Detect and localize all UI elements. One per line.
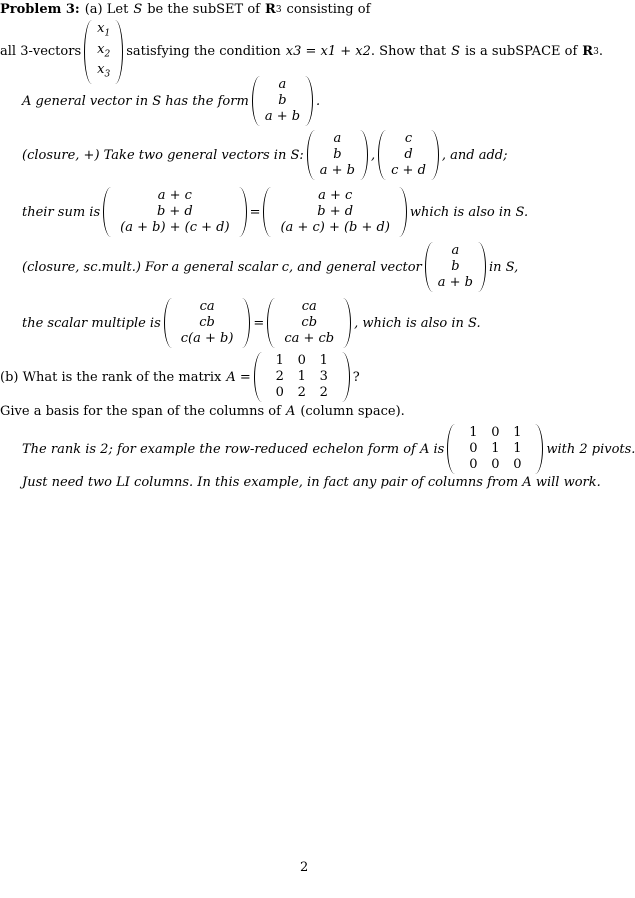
problem-line-2: [0, 20, 603, 84]
vector-entry: c: [404, 131, 413, 146]
vector-entry: b + d: [317, 204, 354, 219]
set-symbol-2: S: [451, 44, 461, 60]
matrix-row: 2 1 3: [275, 369, 328, 384]
sum-line: [22, 187, 528, 237]
vector-entry: ca: [199, 299, 215, 314]
matrix-row: 1 0 1: [275, 353, 328, 368]
vector-entry: ca + cb: [284, 331, 335, 346]
set-symbol: S: [133, 2, 143, 17]
rref-matrix: [447, 424, 543, 474]
sum-right-vector: [263, 187, 406, 237]
x-vector: $x_1$ $x_2$ $x_3$: [84, 20, 123, 84]
general-vector-line: [22, 76, 320, 126]
vector-v1: [307, 130, 368, 180]
line2-show: . Show that: [370, 44, 447, 60]
matrix-a: [254, 352, 350, 402]
vector-v2: [378, 130, 439, 180]
intro-end-text: consisting of: [286, 2, 371, 17]
scalar-end: , which is also in S.: [354, 315, 481, 331]
answer-line-2: [22, 475, 601, 490]
scalar-right-vector: [267, 298, 351, 348]
part-b-text: (b) What is the rank of the matrix: [0, 369, 222, 385]
closure-mult-vector: [425, 242, 486, 292]
vector-entry: d: [404, 147, 413, 162]
vector-entry: a + c: [318, 188, 353, 203]
scalar-text: the scalar multiple is: [22, 315, 161, 331]
vector-entry: a: [278, 77, 287, 92]
scalar-line: [22, 298, 481, 348]
scalar-left-vector: [164, 298, 251, 348]
vector-entry: c + d: [391, 163, 426, 178]
reals-exponent-2: 3: [593, 46, 599, 57]
sum-left-vector: [103, 187, 246, 237]
closure-add-comma: ,: [370, 147, 376, 163]
general-end: .: [316, 93, 321, 109]
matrix-a-ref: A: [285, 404, 296, 419]
part-b-line2-text: Give a basis for the span of the columns of: [0, 404, 281, 419]
vector-entry: ca: [301, 299, 317, 314]
vector-entry: a: [451, 243, 460, 258]
vector-entry: a + c: [157, 188, 192, 203]
part-b-end: ?: [352, 369, 360, 385]
closure-mult-line: [22, 242, 518, 292]
general-text: A general vector in S has the form: [22, 93, 249, 109]
vector-entry: (a + b) + (c + d): [120, 220, 230, 235]
closure-mult-end: in S,: [489, 259, 519, 275]
closure-add-end: , and add;: [441, 147, 508, 163]
sum-text: their sum is: [22, 204, 101, 220]
vector-entry: c(a + b): [180, 331, 234, 346]
reals-symbol-2: R: [582, 44, 594, 60]
answer-line: [22, 424, 635, 474]
part-b-line-2: [0, 404, 405, 419]
part-b-line: [0, 352, 360, 402]
vector-entry: b: [451, 259, 460, 274]
vector-entry: cb: [301, 315, 318, 330]
problem-label: Problem 3:: [0, 2, 80, 17]
part-b-line2-end: (column space).: [300, 404, 405, 419]
reals-symbol: R: [265, 2, 276, 17]
sum-end: which is also in S.: [409, 204, 529, 220]
intro-mid-text: be the subSET of: [147, 2, 260, 17]
closure-add-text: (closure, +) Take two general vectors in S:: [22, 147, 304, 163]
general-vector: [252, 76, 313, 126]
closure-add-line: [22, 130, 508, 180]
condition-text: x3 = x1 + x2: [285, 44, 371, 60]
matrix-row: 0 0 0: [469, 457, 522, 472]
reals-exponent: 3: [275, 4, 282, 15]
vector-entry: a + b: [437, 275, 473, 290]
scalar-equals: =: [253, 315, 265, 331]
vector-entry: b: [333, 147, 342, 162]
vector-entry: b: [278, 93, 287, 108]
answer-line2-text: Just need two LI columns. In this example, in fact any pair of columns from A will work.: [22, 475, 601, 490]
matrix-row: 1 0 1: [469, 425, 522, 440]
line2-mid: satisfying the condition: [126, 44, 281, 60]
vector-entry: b + d: [156, 204, 193, 219]
problem-line-1: [0, 2, 370, 17]
answer-end: with 2 pivots.: [546, 441, 635, 457]
vector-entry: (a + c) + (b + d): [280, 220, 390, 235]
answer-text: The rank is 2; for example the row-reduced echelon form of A is: [22, 441, 445, 457]
page-number: 2: [300, 860, 309, 875]
matrix-a-label: A =: [226, 369, 251, 385]
matrix-row: 0 1 1: [469, 441, 522, 456]
closure-mult-text: (closure, sc.mult.) For a general scalar c, and general vector: [22, 259, 422, 275]
vector-entry: a + b: [319, 163, 355, 178]
part-a-intro: (a) Let: [84, 2, 129, 17]
vector-entry: a: [333, 131, 342, 146]
sum-equals: =: [249, 204, 261, 220]
vector-entry: a + b: [264, 109, 301, 124]
line2-end: is a subSPACE of: [465, 44, 578, 60]
vector-entry: cb: [199, 315, 215, 330]
matrix-row: 0 2 2: [275, 385, 328, 400]
line2-period: .: [598, 44, 603, 60]
line2-start: all 3-vectors: [0, 44, 82, 60]
